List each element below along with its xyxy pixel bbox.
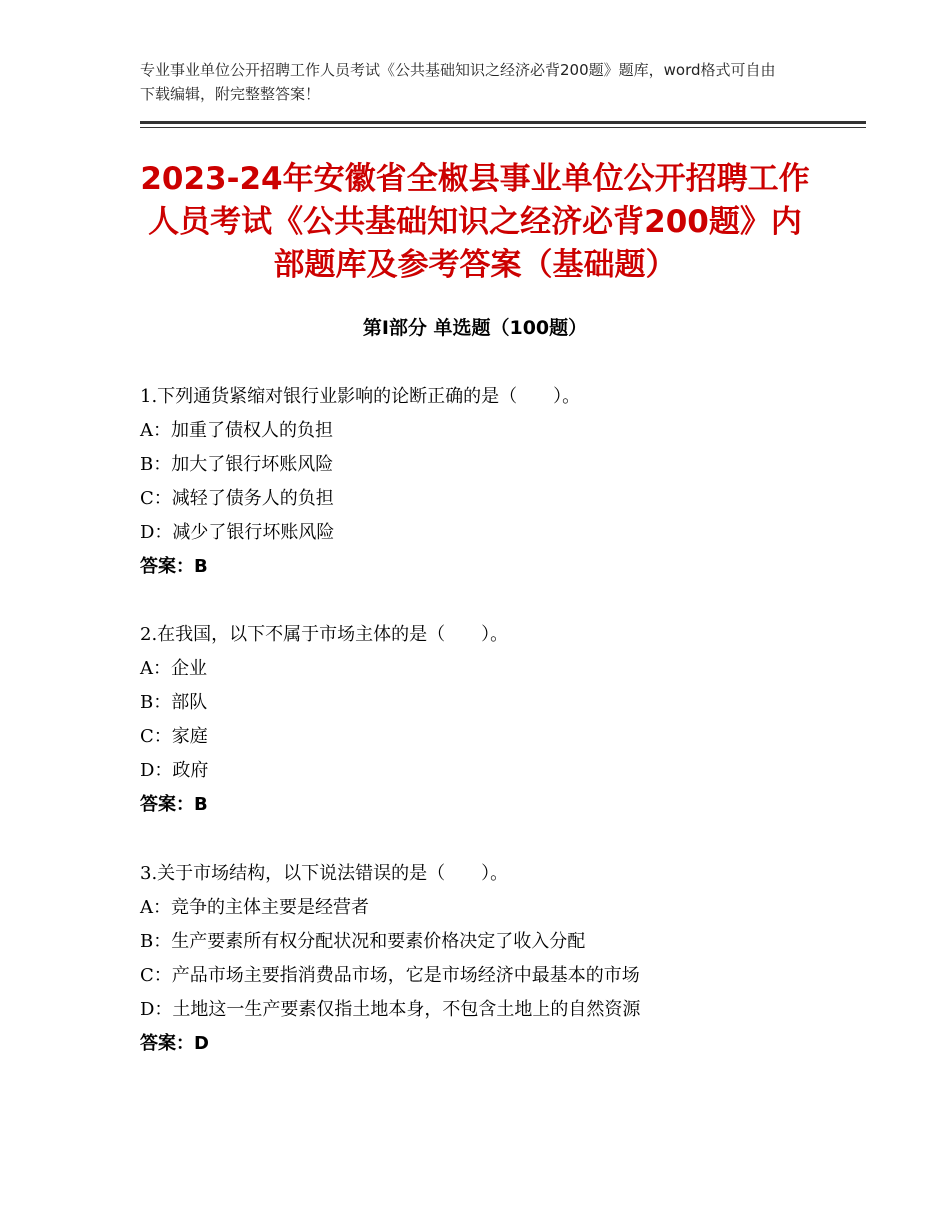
answer-line [140,550,840,584]
question-1 [140,380,840,584]
option-b: B：加大了银行坏账风险 [140,454,334,475]
question-stem: 3.关于市场结构，以下说法错误的是（ ）。 [140,863,509,884]
document-title: 2023-24年安徽省全椒县事业单位公开招聘工作人员考试《公共基础知识之经济必背200题》内部题库及参考答案（基础题） [140,161,810,283]
section-heading: 第Ⅰ部分 单选题（100题） [362,317,588,339]
option-c: C：产品市场主要指消费品市场，它是市场经济中最基本的市场 [140,965,640,986]
question-2 [140,618,840,822]
answer-label: 答案： [140,794,194,815]
answer-value: B [194,794,208,815]
answer-label: 答案： [140,1033,194,1054]
option-a: A：竞争的主体主要是经营者 [140,897,369,918]
header-note: 专业事业单位公开招聘工作人员考试《公共基础知识之经济必背200题》题库，word格式可自由下载编辑，附完整整答案！ [140,61,776,103]
option-b: B：生产要素所有权分配状况和要素价格决定了收入分配 [140,931,586,952]
option-c: C：家庭 [140,726,208,747]
question-3 [140,857,840,1061]
option-d: D：减少了银行坏账风险 [140,522,335,543]
answer-value: D [194,1033,209,1054]
question-stem: 2.在我国，以下不属于市场主体的是（ ）。 [140,624,509,645]
header-rule-thin [140,127,866,128]
answer-line [140,788,840,822]
option-d: D：政府 [140,760,209,781]
answer-line [140,1027,840,1061]
answer-label: 答案： [140,556,194,577]
option-a: A：加重了债权人的负担 [140,420,333,441]
option-c: C：减轻了债务人的负担 [140,488,334,509]
option-b: B：部队 [140,692,208,713]
answer-value: B [194,556,208,577]
option-a: A：企业 [140,658,207,679]
question-stem: 1.下列通货紧缩对银行业影响的论断正确的是（ ）。 [140,386,581,407]
header-rule [140,121,866,124]
option-d: D：土地这一生产要素仅指土地本身，不包含土地上的自然资源 [140,999,641,1020]
